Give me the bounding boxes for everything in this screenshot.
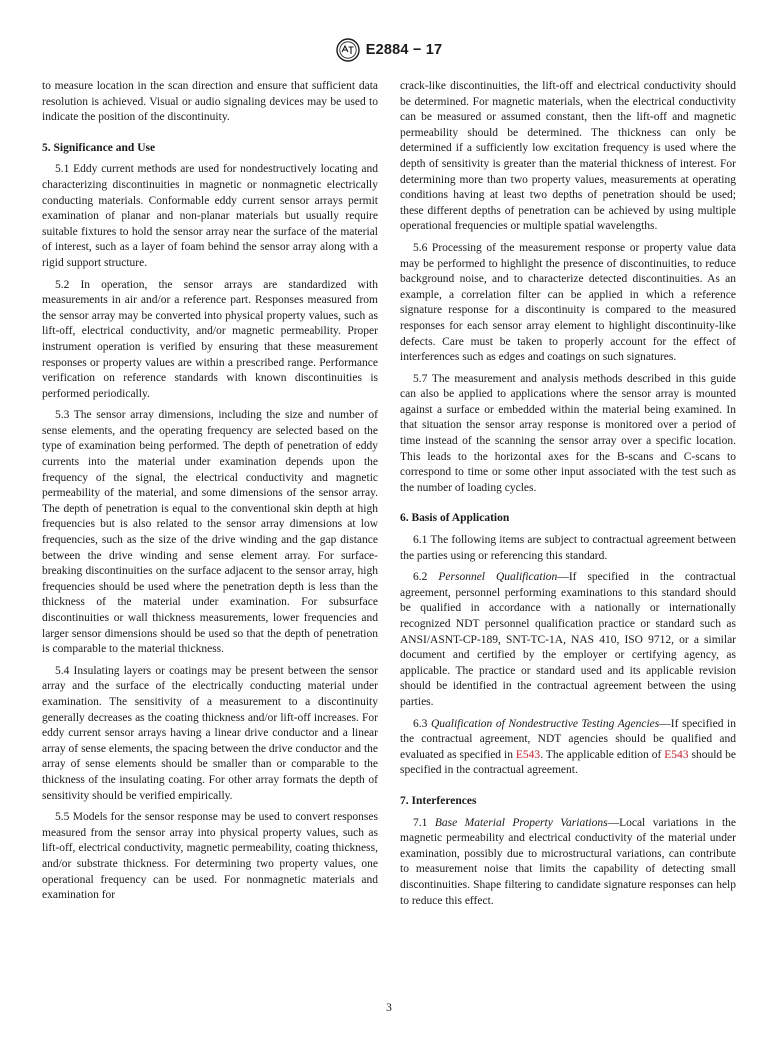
paragraph-continuation: crack-like discontinuities, the lift-off and electrical conductivity should be determined. For magnetic materials, when the electrical conductivity can be measured or assumed constant, then the lift-off and magnetic permeability should be determined. The thickness can only be determined if a sufficiently low excitation frequency is used where the depth of sensitivity is greater than the material thickness of interest. For determining more than two property values, measurements at operating conditions having at least two depths of penetration should be used; these different depths of penetration can be achieved by using multiple operational frequencies or multiple spatial wavelengths. <box>400 80 736 233</box>
paragraph-text: . The applicable edition of <box>540 748 665 761</box>
e543-reference-link[interactable]: E543 <box>515 748 541 761</box>
paragraph-number: 6.3 <box>413 717 431 730</box>
paragraph-6-3 <box>400 717 736 779</box>
paragraph-5-6: 5.6 Processing of the measurement response or property value data may be performed to highlight the presence of discontinuities, to reduce background noise, and to characterize detected discontinuities. As an example, a correlation filter can be applied in which a reference signature response for a discontinuity is compared to the measured responses for each sensor array element to highlight discontinuity-like defects. Care must be taken to properly account for the effect of interferences such as edges and coatings on such signatures. <box>400 241 736 364</box>
paragraph-text: should be specified in the contractual agreement. <box>400 748 736 777</box>
section-5-heading: 5. Significance and Use <box>42 141 156 154</box>
paragraph-5-4: 5.4 Insulating layers or coatings may be present between the sensor array and the surface of the electrically conducting material under examination. The sensitivity of a measurement to a discontinuity generally decreases as the coating thickness and/or lift-off increases. For eddy current sensor arrays having a linear drive conductor and a linear array of sense elements, the spacing between the drive conductor and the array of sense elements should be smaller than or comparable to the thickness of the insulating coating. For other array formats the depth of sensitivity should be verified empirically. <box>42 664 378 802</box>
paragraph-5-7: 5.7 The measurement and analysis methods described in this guide can also be applied to applications where the sensor array is mounted against a surface or embedded within the material being examined. In that situation the sensor array response is monitored over a period of time instead of the scanning the sensor array over a specific location. This leads to the horizontal axes for the B-scans and C-scans to correspond to time or some other input associated with the test such as the number of loading cycles. <box>400 372 736 494</box>
page-number: 3 <box>386 1002 392 1014</box>
paragraph-title: Personnel Qualification <box>438 571 558 584</box>
paragraph-5-5: 5.5 Models for the sensor response may be used to convert responses measured from the sensor array into physical property values, such as lift-off, electrical conductivity, magnetic permeability, coating thickness, and/or substrate thickness. For determining two property values, one operational frequency can be used. For nonmagnetic materials and examination for <box>42 811 378 902</box>
page-header <box>0 38 778 62</box>
document-id: E2884 − 17 <box>365 42 443 58</box>
astm-logo-icon <box>336 38 360 62</box>
e543-reference-link[interactable]: E543 <box>664 748 689 761</box>
paragraph-6-1: 6.1 The following items are subject to contractual agreement between the parties using or referencing this standard. <box>400 534 736 562</box>
paragraph-number: 7.1 <box>413 816 435 829</box>
paragraph-title: Base Material Property Variations <box>434 816 608 829</box>
right-column <box>400 79 736 915</box>
section-7-heading: 7. Interferences <box>400 794 477 807</box>
paragraph-6-2 <box>400 570 736 710</box>
paragraph-7-1 <box>400 816 736 910</box>
paragraph-5-3: 5.3 The sensor array dimensions, including the size and number of sense elements, and the operating frequency are selected based on the type of examination being performed. The depth of penetration of eddy currents into the material under examination depends upon the frequency of the signal, the electrical conductivity and magnetic permeability of the material, and some dimensions of the sensor array. The depth of penetration is equal to the conventional skin depth at high frequencies but is also related to the sensor array dimensions at low frequencies, such as the size of the drive winding and the gap distance between the drive winding and sense element array. For surface-breaking discontinuities on the surface adjacent to the sensor array, high frequencies should be used where the penetration depth is less than the thickness of the material under examination. For subsurface discontinuities or wall thickness measurements, lower frequencies and larger sensor dimensions should be used so that the depth of penetration is comparable to the material thickness. <box>42 409 378 656</box>
paragraph-number: 6.2 <box>413 571 439 584</box>
paragraph-text: —If specified in the contractual agreement, personnel performing examinations to this standard should be qualified in accordance with a nationally or internationally recognized NDT personnel qualification practice or standard such as ANSI/ASNT-CP-189, SNT-TC-1A, NAS 410, ISO 9712, or a similar document and certified by the employer or certifying agency, as applicable. The practice or standard used and its applicable revision should be identified in the contractual agreement between the using parties. <box>400 571 736 708</box>
paragraph-title: Qualification of Nondestructive Testing Agencies <box>430 717 660 730</box>
left-column <box>42 79 378 910</box>
paragraph-5-1: 5.1 Eddy current methods are used for nondestructively locating and characterizing discontinuities in magnetic or nonmagnetic electrically conducting materials. Conformable eddy current sensor arrays permit examination of planar and non-planar materials but usually require suitable fixtures to hold the sensor array near the surface of the material of interest, such as a layer of foam behind the sensor array along with a rigid support structure. <box>42 163 378 269</box>
paragraph-text: —Local variations in the magnetic permeability and electrical conductivity of the material under examination, possibly due to microstructural variations, can contribute to measurement noise that limits the capability of detecting small discontinuities. Shape filtering to candidate signature responses can help to reduce this effect. <box>400 816 736 907</box>
section-6-heading: 6. Basis of Application <box>400 512 510 525</box>
paragraph-continuation: to measure location in the scan direction and ensure that sufficient data resolution is achieved. Visual or audio signaling devices may be used to indicate the position of the discontinuity. <box>42 80 378 124</box>
paragraph-5-2: 5.2 In operation, the sensor arrays are standardized with measurements in air and/or a reference part. Responses measured from the sensor array may be converted into physical property values, such as lift-off, electrical conductivity, and/or magnetic permeability. Proper instrument operation is verified by ensuring that these measurement responses or property values are within a prescribed range. Performance verification on reference standards with known discontinuities is performed periodically. <box>42 278 378 400</box>
paragraph-text: —If specified in the contractual agreement, NDT agencies should be qualified and evaluated as specified in <box>400 717 737 761</box>
